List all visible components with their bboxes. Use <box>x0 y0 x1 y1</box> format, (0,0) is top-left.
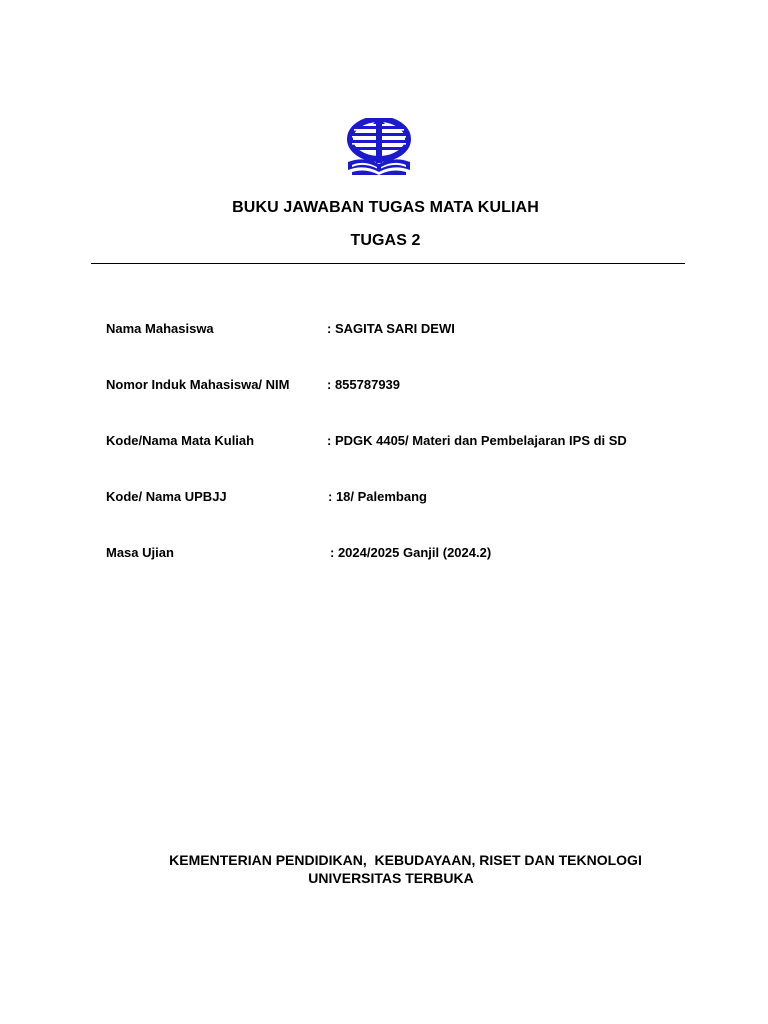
field-label: Kode/Nama Mata Kuliah <box>106 433 255 448</box>
field-label: Nomor Induk Mahasiswa/ NIM <box>106 377 290 392</box>
field-label: Kode/ Nama UPBJJ <box>106 489 227 504</box>
field-label: Nama Mahasiswa <box>106 321 214 336</box>
university-name: UNIVERSITAS TERBUKA <box>308 870 474 886</box>
field-label: Masa Ujian <box>106 545 174 560</box>
ministry-name: KEMENTERIAN PENDIDIKAN, KEBUDAYAAN, RISET DAN TEKNOLOGI <box>169 852 642 868</box>
university-emblem-icon <box>346 118 412 176</box>
field-value: : 855787939 <box>327 377 401 392</box>
field-value: : PDGK 4405/ Materi dan Pembelajaran IPS di SD <box>327 433 627 448</box>
divider-line <box>91 263 685 264</box>
document-title: BUKU JAWABAN TUGAS MATA KULIAH <box>232 199 539 216</box>
field-value: : 18/ Palembang <box>328 489 427 504</box>
assignment-number: TUGAS 2 <box>350 232 421 249</box>
field-value: : 2024/2025 Ganjil (2024.2) <box>330 545 492 560</box>
field-value: : SAGITA SARI DEWI <box>327 321 455 336</box>
